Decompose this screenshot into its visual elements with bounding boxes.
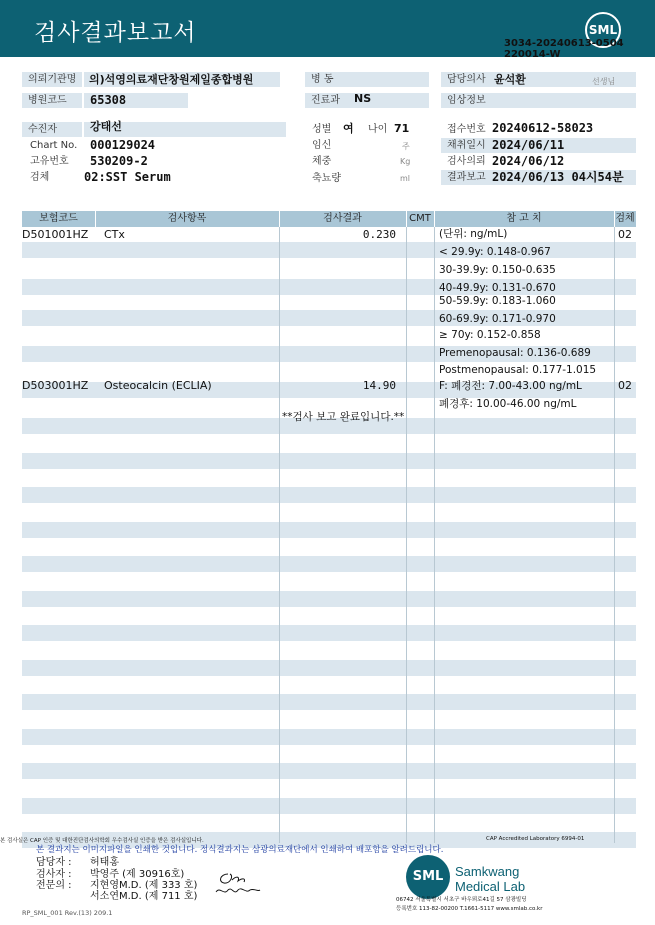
staff-name: 서소연M.D. (제 711 호)	[90, 891, 198, 902]
row2-code: D503001HZ	[22, 379, 89, 392]
staff-name: 허태홍	[90, 857, 119, 868]
patient-label: 수진자	[22, 122, 82, 137]
sex-value: 여	[343, 122, 354, 135]
clinical-label: 임상정보	[441, 93, 636, 108]
table-row-band	[22, 487, 636, 503]
row2-specimen: 02	[618, 379, 632, 392]
signature-icon	[214, 868, 262, 898]
staff-name: 지현영M.D. (제 333 호)	[90, 880, 198, 891]
receipt-label: 접수번호	[447, 124, 486, 135]
row1-result: 0.230	[362, 228, 396, 241]
table-row-band	[22, 694, 636, 710]
accreditation-note: 본 검사실은 CAP 인증 및 대한진단검사의학회 우수검사실 인증을 받은 검사실입니다.	[0, 838, 204, 844]
sex-label: 성별	[312, 124, 332, 135]
collect-value: 2024/06/11	[492, 138, 565, 152]
patient-value: 강태선	[90, 120, 122, 133]
hospital-value: 의)석영의료재단창원제일종합병원	[89, 73, 254, 86]
sml-logo-icon: SML	[585, 12, 621, 48]
ref-line: 폐경후: 10.00-46.00 ng/mL	[439, 398, 577, 410]
header-specimen: 검체	[615, 213, 635, 224]
table-row-band	[22, 763, 636, 779]
column-divider	[406, 227, 407, 843]
table-row-band	[22, 556, 636, 572]
form-id: RP_SML_001 Rev.(13) 209.1	[22, 909, 113, 917]
age-label: 나이	[368, 124, 388, 135]
table-row-band	[22, 625, 636, 641]
staff-name: 박영주 (제 30916호)	[90, 869, 185, 880]
chart-value: 000129024	[90, 138, 156, 152]
column-divider	[614, 227, 615, 843]
table-row-band	[22, 798, 636, 814]
doctor-suffix: 선생님	[592, 77, 616, 86]
ref-line: 50-59.9y: 0.183-1.060	[439, 295, 556, 307]
ref-line: 30-39.9y: 0.150-0.635	[439, 264, 556, 276]
hospcode-value: 65308	[90, 93, 127, 107]
doctor-value: 윤석환	[494, 73, 526, 86]
header-reference: 참 고 치	[506, 213, 542, 224]
table-row-band	[22, 522, 636, 538]
report-complete-message: **검사 보고 완료입니다.**	[282, 411, 405, 423]
ref-line: 60-69.9y: 0.171-0.970	[439, 313, 556, 325]
brand-name-line2: Medical Lab	[455, 879, 526, 894]
urine-label: 축뇨량	[312, 173, 341, 184]
doctor-label: 담당의사	[441, 72, 636, 87]
ref-line: 40-49.9y: 0.131-0.670	[439, 282, 556, 294]
report-label: 결과보고	[447, 172, 486, 183]
specimen-label: 검체	[30, 172, 50, 183]
document-number: 3034-20240613-0504 220014-W	[504, 38, 624, 60]
table-row-band	[22, 729, 636, 745]
header-item: 검사항목	[167, 213, 207, 224]
column-divider	[279, 227, 280, 843]
report-title: 검사결과보고서	[34, 20, 197, 46]
idno-value: 530209-2	[90, 154, 148, 168]
table-row-band	[22, 453, 636, 469]
hospcode-label: 병원코드	[22, 93, 82, 108]
hospital-label: 의뢰기관명	[22, 72, 82, 87]
sml-brand-logo-icon: SML	[406, 855, 450, 899]
receipt-value: 20240612-58023	[492, 121, 594, 135]
weight-label: 체중	[312, 156, 332, 167]
ref-line: F: 폐경전: 7.00-43.00 ng/mL	[439, 380, 582, 392]
header-cmt: CMT	[409, 213, 431, 224]
dept-value: NS	[354, 92, 372, 105]
age-value: 71	[394, 122, 410, 135]
row2-item: Osteocalcin (ECLIA)	[104, 379, 212, 392]
table-row-band	[22, 660, 636, 676]
brand-name-line1: Samkwang	[455, 864, 520, 879]
row1-specimen: 02	[618, 228, 632, 241]
specimen-value: 02:SST Serum	[84, 170, 171, 184]
staff-role: 검사자 :	[36, 869, 72, 880]
company-address: 06742 서울특별시 서초구 바우뫼로41길 57 삼광빌딩	[396, 897, 527, 903]
ref-line: ≥ 70y: 0.152-0.858	[439, 329, 541, 341]
table-header	[22, 211, 636, 227]
company-contact: 등록번호 113-82-00200 T.1661-5117 www.smlab.co.kr	[396, 906, 543, 912]
ref-line: Premenopausal: 0.136-0.689	[439, 347, 591, 359]
dept-label: 진료과	[305, 93, 429, 108]
column-divider	[434, 227, 435, 843]
cap-note: CAP Accredited Laboratory 6994-01	[486, 836, 585, 842]
preg-unit: 주	[402, 142, 410, 151]
preg-label: 임신	[312, 140, 332, 151]
ward-label: 병 동	[305, 72, 429, 87]
request-label: 검사의뢰	[447, 156, 486, 167]
ref-line: < 29.9y: 0.148-0.967	[439, 246, 551, 258]
header-result: 검사결과	[323, 213, 362, 224]
table-row-band	[22, 591, 636, 607]
ref-line: (단위: ng/mL)	[439, 228, 508, 240]
report-value: 2024/06/13 04시54분	[492, 170, 624, 184]
row1-item: CTx	[104, 228, 125, 241]
collect-label: 채취일시	[447, 140, 486, 151]
staff-role: 담당자 :	[36, 857, 72, 868]
row1-code: D501001HZ	[22, 228, 89, 241]
header-code: 보험코드	[39, 213, 78, 224]
staff-role: 전문의 :	[36, 880, 72, 891]
print-notice: 본 결과지는 이미지파일을 인쇄한 것입니다. 정식결과지는 삼광의료재단에서 인쇄하여 배포함을 알려드립니다.	[36, 845, 444, 855]
weight-unit: Kg	[400, 157, 411, 166]
urine-unit: ml	[400, 174, 411, 183]
chart-label: Chart No.	[30, 140, 78, 151]
report-header	[0, 0, 655, 60]
row2-result: 14.90	[362, 379, 396, 392]
request-value: 2024/06/12	[492, 154, 565, 168]
idno-label: 고유번호	[30, 156, 69, 167]
ref-line: Postmenopausal: 0.177-1.015	[439, 364, 597, 376]
